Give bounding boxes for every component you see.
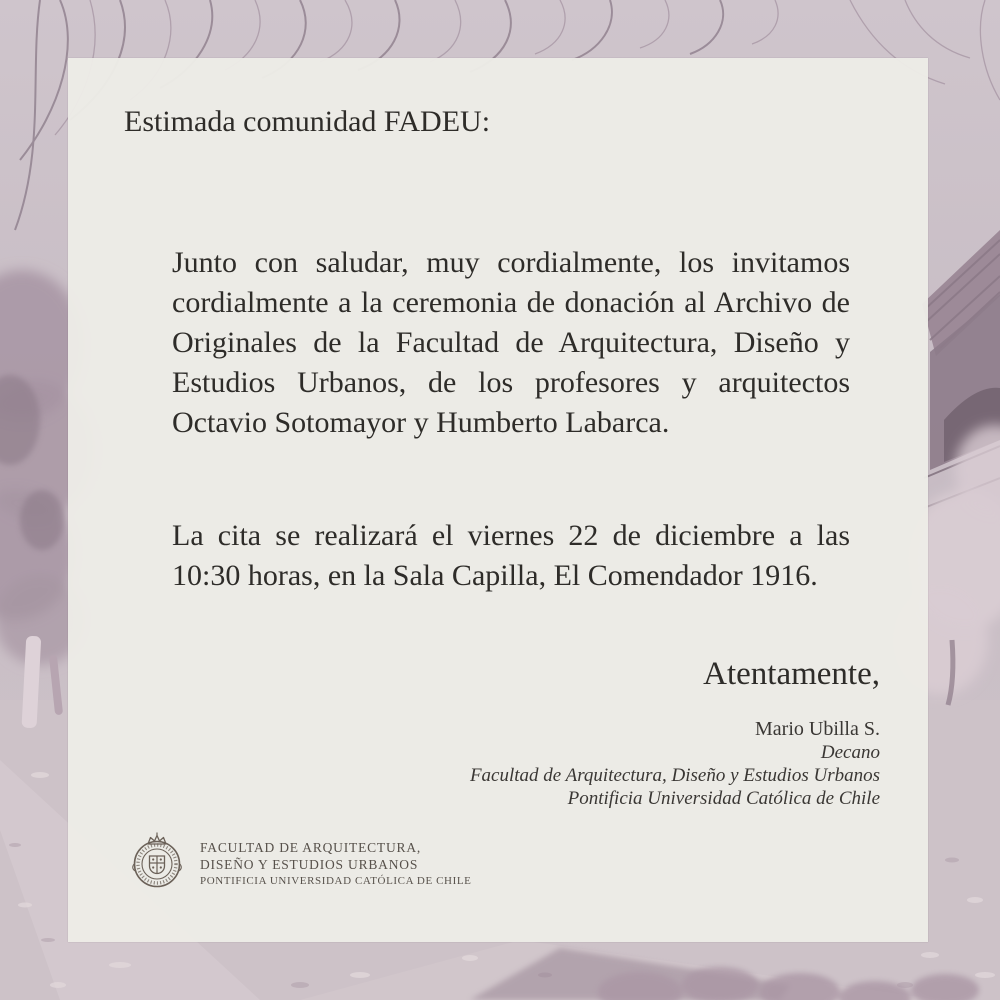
logo-line-1: FACULTAD DE ARQUITECTURA, [200, 839, 422, 855]
letter-card [68, 58, 928, 942]
logo-text-block [200, 837, 472, 889]
signature-university: Pontificia Universidad Católica de Chile [567, 788, 880, 809]
fadeu-logo [128, 831, 472, 894]
signature-faculty: Facultad de Arquitectura, Diseño y Estudios Urbanos [469, 765, 880, 786]
logo-line-2: DISEÑO Y ESTUDIOS URBANOS [200, 856, 419, 872]
signature-block [172, 717, 880, 810]
signature-name: Mario Ubilla S. [755, 718, 880, 740]
uc-crest-icon [128, 831, 186, 894]
letter-greeting: Estimada comunidad FADEU: [124, 105, 491, 138]
logo-line-3: PONTIFICIA UNIVERSIDAD CATÓLICA DE CHILE [200, 874, 472, 887]
letter-paragraph-2: La cita se realizará el viernes 22 de diciembre a las 10:30 horas, en la Sala Capilla, El Comendador 1916. [172, 519, 850, 592]
letter-closing: Atentamente, [703, 656, 880, 692]
signature-title: Decano [820, 742, 880, 763]
letter-paragraph-1: Junto con saludar, muy cordialmente, los invitamos cordialmente a la ceremonia de donación al Archivo de Originales de la Facultad de Arquitectura, Diseño y Estudios Urbanos, de los profesores y arquitectos Octavio Sotomayor y Humberto Labarca. [172, 246, 850, 439]
